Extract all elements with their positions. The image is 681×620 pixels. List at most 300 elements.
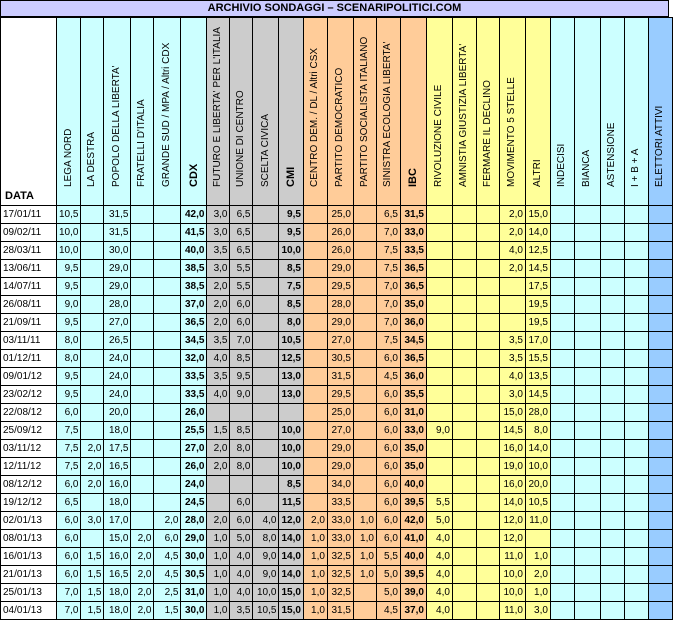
table-cell (624, 296, 648, 314)
column-header (181, 18, 207, 206)
table-cell (131, 224, 154, 242)
table-cell (600, 422, 624, 440)
table-cell (452, 458, 476, 476)
row-date: 03/11/11 (1, 332, 57, 350)
row-date: 04/01/13 (1, 602, 57, 620)
column-header (400, 18, 426, 206)
column-header-label: INDECISI (556, 143, 568, 187)
table-cell: 8,5 (279, 260, 303, 278)
table-cell: 14,0 (279, 530, 303, 548)
table-cell: 2,5 (154, 584, 181, 602)
table-cell: 4,0 (207, 386, 230, 404)
table-cell (426, 476, 452, 494)
table-cell (81, 350, 104, 368)
table-cell (154, 242, 181, 260)
table-cell: 7,5 (376, 242, 400, 260)
table-cell: 2,0 (207, 440, 230, 458)
table-cell (476, 332, 499, 350)
table-cell (648, 350, 672, 368)
sheet-title: ARCHIVIO SONDAGGI – SCENARIPOLITICI.COM (0, 0, 669, 17)
table-cell: 27,0 (327, 332, 353, 350)
table-cell: 25,5 (181, 422, 207, 440)
table-cell: 24,0 (104, 386, 131, 404)
table-cell: 10,0 (499, 566, 525, 584)
table-cell: 15,0 (279, 602, 303, 620)
table-cell: 36,5 (400, 260, 426, 278)
table-cell: 14,0 (525, 440, 550, 458)
table-cell (624, 602, 648, 620)
table-cell: 9,0 (426, 422, 452, 440)
table-cell (426, 350, 452, 368)
table-cell (426, 224, 452, 242)
table-cell: 7,0 (376, 224, 400, 242)
table-row (1, 584, 673, 602)
table-cell (353, 224, 376, 242)
table-cell (131, 404, 154, 422)
table-cell: 29,5 (327, 278, 353, 296)
table-cell: 7,0 (57, 602, 81, 620)
table-cell (476, 602, 499, 620)
table-cell: 14,0 (525, 224, 550, 242)
table-cell: 31,5 (104, 224, 131, 242)
table-cell (648, 206, 672, 224)
table-cell: 9,0 (57, 296, 81, 314)
table-cell (303, 476, 327, 494)
table-cell: 29,0 (104, 278, 131, 296)
table-cell: 39,5 (400, 494, 426, 512)
table-cell: 6,0 (376, 386, 400, 404)
table-cell (81, 314, 104, 332)
table-cell: 34,5 (400, 332, 426, 350)
table-cell: 8,0 (57, 332, 81, 350)
table-cell: 1,0 (207, 602, 230, 620)
table-cell: 7,5 (376, 260, 400, 278)
table-cell (253, 224, 279, 242)
table-cell (426, 386, 452, 404)
table-cell: 10,5 (279, 332, 303, 350)
table-cell: 36,5 (400, 350, 426, 368)
table-cell (452, 296, 476, 314)
table-cell (476, 530, 499, 548)
table-cell: 26,0 (327, 224, 353, 242)
table-cell (550, 296, 574, 314)
column-header (648, 18, 672, 206)
table-cell (81, 206, 104, 224)
table-cell: 7,5 (279, 278, 303, 296)
table-cell: 1,0 (525, 548, 550, 566)
table-cell: 7,0 (376, 278, 400, 296)
table-cell: 10,0 (525, 458, 550, 476)
table-cell: 30,0 (104, 242, 131, 260)
table-cell (476, 242, 499, 260)
row-date: 28/03/11 (1, 242, 57, 260)
table-cell: 4,5 (154, 548, 181, 566)
table-cell: 8,0 (279, 314, 303, 332)
table-cell (303, 242, 327, 260)
table-cell (131, 512, 154, 530)
table-cell: 18,0 (104, 422, 131, 440)
table-cell: 15,0 (499, 404, 525, 422)
table-cell: 36,5 (400, 278, 426, 296)
table-cell: 40,0 (181, 242, 207, 260)
table-cell (353, 386, 376, 404)
table-cell (81, 530, 104, 548)
table-cell (600, 296, 624, 314)
table-cell: 4,0 (230, 548, 253, 566)
table-cell (624, 278, 648, 296)
table-cell: 6,0 (57, 476, 81, 494)
table-cell: 35,0 (400, 440, 426, 458)
table-cell (574, 260, 600, 278)
table-cell: 17,5 (525, 278, 550, 296)
table-cell: 31,0 (400, 404, 426, 422)
table-cell: 27,0 (104, 314, 131, 332)
table-cell (452, 566, 476, 584)
table-cell: 16,5 (104, 566, 131, 584)
table-cell: 1,5 (81, 548, 104, 566)
table-cell (648, 404, 672, 422)
table-cell (353, 278, 376, 296)
table-cell: 4,5 (154, 566, 181, 584)
table-cell (154, 404, 181, 422)
table-cell (154, 494, 181, 512)
row-date: 25/01/13 (1, 584, 57, 602)
table-cell: 24,0 (181, 476, 207, 494)
table-cell (600, 404, 624, 422)
table-cell: 10,0 (279, 242, 303, 260)
table-cell: 5,0 (376, 566, 400, 584)
table-cell: 1,0 (207, 584, 230, 602)
table-cell: 4,0 (426, 548, 452, 566)
table-cell: 18,0 (104, 494, 131, 512)
table-cell (452, 404, 476, 422)
table-cell: 2,0 (131, 584, 154, 602)
table-cell (600, 440, 624, 458)
table-cell (648, 314, 672, 332)
table-cell: 30,5 (181, 566, 207, 584)
column-header (624, 18, 648, 206)
table-cell: 16,0 (499, 440, 525, 458)
table-row (1, 332, 673, 350)
table-cell: 6,0 (230, 296, 253, 314)
table-cell: 6,0 (376, 440, 400, 458)
table-cell (426, 404, 452, 422)
table-cell (303, 404, 327, 422)
column-header-label: FRATELLI D'ITALIA (136, 99, 148, 187)
table-cell: 7,5 (57, 458, 81, 476)
table-cell: 7,0 (230, 332, 253, 350)
table-cell: 9,5 (230, 368, 253, 386)
table-cell (452, 368, 476, 386)
table-cell (253, 314, 279, 332)
table-cell (253, 296, 279, 314)
row-date: 26/08/11 (1, 296, 57, 314)
table-cell (353, 422, 376, 440)
table-cell (131, 422, 154, 440)
table-cell (550, 494, 574, 512)
table-row (1, 440, 673, 458)
table-cell (574, 278, 600, 296)
table-cell: 29,0 (104, 260, 131, 278)
table-cell (426, 440, 452, 458)
table-cell (303, 440, 327, 458)
table-cell (648, 584, 672, 602)
table-cell: 4,0 (207, 350, 230, 368)
table-cell (600, 368, 624, 386)
table-cell (600, 242, 624, 260)
table-cell (550, 386, 574, 404)
table-cell (452, 224, 476, 242)
column-header-label: PARTITO DEMOCRATICO (334, 67, 346, 187)
table-cell (131, 440, 154, 458)
table-cell (600, 566, 624, 584)
table-cell (154, 260, 181, 278)
table-cell (253, 458, 279, 476)
table-cell: 8,5 (230, 350, 253, 368)
table-cell: 4,0 (230, 566, 253, 584)
table-cell (476, 566, 499, 584)
table-cell (550, 350, 574, 368)
table-row (1, 206, 673, 224)
table-cell: 28,0 (181, 512, 207, 530)
table-cell: 6,5 (230, 206, 253, 224)
table-cell (550, 566, 574, 584)
table-cell (154, 206, 181, 224)
table-cell: 1,0 (303, 602, 327, 620)
table-cell: 7,5 (57, 440, 81, 458)
table-cell: 2,0 (81, 476, 104, 494)
table-cell (574, 224, 600, 242)
table-cell (303, 314, 327, 332)
table-cell: 36,0 (400, 314, 426, 332)
table-cell: 30,0 (181, 548, 207, 566)
table-cell (574, 530, 600, 548)
table-cell: 10,0 (279, 458, 303, 476)
table-cell (81, 404, 104, 422)
table-cell: 34,0 (327, 476, 353, 494)
column-header-label: AMNISTIA GIUSTIZIA LIBERTA' (458, 43, 470, 187)
table-cell: 10,0 (253, 584, 279, 602)
table-cell (426, 278, 452, 296)
table-cell (648, 296, 672, 314)
table-cell (353, 584, 376, 602)
column-header (154, 18, 181, 206)
table-cell (154, 476, 181, 494)
table-cell (574, 404, 600, 422)
table-cell (476, 278, 499, 296)
table-cell (452, 386, 476, 404)
table-cell: 33,0 (327, 512, 353, 530)
table-cell: 31,5 (400, 206, 426, 224)
table-cell: 41,0 (400, 530, 426, 548)
table-cell: 14,0 (279, 566, 303, 584)
column-header-label: RIVOLUZIONE CIVILE (433, 84, 445, 187)
table-cell (452, 440, 476, 458)
column-header (207, 18, 230, 206)
table-cell: 27,0 (181, 440, 207, 458)
table-cell (131, 242, 154, 260)
table-cell: 11,0 (499, 548, 525, 566)
table-cell (574, 332, 600, 350)
table-cell: 26,0 (181, 404, 207, 422)
table-cell (476, 494, 499, 512)
table-cell (476, 584, 499, 602)
table-cell (81, 386, 104, 404)
table-cell: 28,0 (525, 404, 550, 422)
table-cell (452, 548, 476, 566)
table-cell (303, 296, 327, 314)
table-cell (574, 422, 600, 440)
table-cell: 14,5 (525, 386, 550, 404)
table-cell: 31,5 (327, 602, 353, 620)
table-cell: 6,5 (376, 206, 400, 224)
table-cell (207, 494, 230, 512)
table-cell (303, 422, 327, 440)
table-cell (600, 458, 624, 476)
table-cell: 26,0 (327, 242, 353, 260)
table-cell (525, 530, 550, 548)
table-cell (550, 224, 574, 242)
table-cell: 6,0 (376, 512, 400, 530)
table-cell: 17,0 (525, 332, 550, 350)
table-cell: 6,0 (57, 566, 81, 584)
table-cell: 8,5 (230, 422, 253, 440)
table-cell: 1,5 (81, 566, 104, 584)
table-cell: 40,0 (400, 548, 426, 566)
table-cell (574, 350, 600, 368)
table-cell (426, 260, 452, 278)
table-cell (353, 476, 376, 494)
table-cell: 8,0 (525, 422, 550, 440)
table-cell (353, 404, 376, 422)
table-cell (648, 476, 672, 494)
table-cell (131, 386, 154, 404)
header-date (1, 18, 57, 206)
table-cell (624, 422, 648, 440)
table-cell (426, 206, 452, 224)
table-cell (154, 386, 181, 404)
table-cell: 9,5 (279, 224, 303, 242)
table-cell (600, 386, 624, 404)
table-cell (648, 458, 672, 476)
table-cell: 2,0 (131, 566, 154, 584)
table-cell: 4,0 (499, 368, 525, 386)
table-cell: 11,5 (279, 494, 303, 512)
table-cell: 10,0 (57, 242, 81, 260)
column-header (426, 18, 452, 206)
table-cell: 6,0 (376, 404, 400, 422)
table-cell: 28,0 (327, 296, 353, 314)
table-cell: 24,5 (181, 494, 207, 512)
table-cell (624, 566, 648, 584)
table-cell (550, 548, 574, 566)
table-cell (253, 260, 279, 278)
table-cell (600, 350, 624, 368)
table-cell: 12,0 (499, 512, 525, 530)
row-date: 02/01/13 (1, 512, 57, 530)
table-cell (154, 422, 181, 440)
column-header (600, 18, 624, 206)
table-cell: 10,5 (57, 206, 81, 224)
table-cell: 8,0 (57, 350, 81, 368)
header-date-label: DATA (5, 190, 34, 202)
table-cell (624, 494, 648, 512)
column-header-label: FUTURO E LIBERTA' PER L'ITALIA (212, 27, 224, 187)
column-header (230, 18, 253, 206)
table-cell (550, 422, 574, 440)
row-date: 21/09/11 (1, 314, 57, 332)
table-cell: 8,5 (279, 296, 303, 314)
column-header-label: I + B + A (630, 148, 642, 187)
column-header-label: ALTRI (531, 159, 543, 187)
table-cell: 1,0 (353, 548, 376, 566)
table-cell: 4,5 (376, 602, 400, 620)
table-cell: 16,0 (104, 476, 131, 494)
table-cell: 6,0 (376, 494, 400, 512)
table-cell (476, 548, 499, 566)
table-cell: 39,0 (400, 584, 426, 602)
table-cell: 2,0 (81, 440, 104, 458)
table-cell: 36,5 (181, 314, 207, 332)
table-cell (648, 386, 672, 404)
table-cell (131, 458, 154, 476)
table-cell: 6,0 (376, 458, 400, 476)
table-cell (253, 368, 279, 386)
table-cell (131, 494, 154, 512)
table-cell (452, 512, 476, 530)
table-cell (303, 224, 327, 242)
table-cell (600, 548, 624, 566)
row-date: 16/01/13 (1, 548, 57, 566)
table-cell: 29,5 (327, 386, 353, 404)
table-cell: 25,0 (327, 404, 353, 422)
table-cell: 40,0 (400, 476, 426, 494)
table-cell (131, 332, 154, 350)
table-cell (550, 602, 574, 620)
table-cell (303, 350, 327, 368)
table-cell: 4,0 (230, 584, 253, 602)
table-cell (253, 422, 279, 440)
table-cell: 2,0 (207, 296, 230, 314)
table-cell: 1,0 (207, 566, 230, 584)
column-header-label: IBC (407, 168, 420, 187)
table-cell: 10,0 (279, 422, 303, 440)
table-cell (574, 548, 600, 566)
table-cell: 25,0 (327, 206, 353, 224)
table-cell (550, 440, 574, 458)
table-cell (574, 206, 600, 224)
table-cell (648, 332, 672, 350)
table-cell: 17,5 (104, 440, 131, 458)
table-cell (353, 368, 376, 386)
column-header-label: GRANDE SUD / MPA / Altri CDX (161, 42, 173, 187)
table-cell (574, 314, 600, 332)
column-header-label: BIANCA (581, 149, 593, 187)
column-header-label: MOVIMENTO 5 STELLE (506, 77, 518, 187)
table-cell (648, 602, 672, 620)
table-cell: 10,0 (279, 440, 303, 458)
table-cell: 3,5 (207, 242, 230, 260)
table-cell: 2,0 (525, 566, 550, 584)
table-cell (253, 206, 279, 224)
table-cell (154, 350, 181, 368)
table-cell (624, 440, 648, 458)
table-cell: 35,0 (400, 458, 426, 476)
table-cell (476, 260, 499, 278)
table-cell (648, 368, 672, 386)
table-cell: 14,0 (279, 548, 303, 566)
table-cell: 10,0 (57, 224, 81, 242)
